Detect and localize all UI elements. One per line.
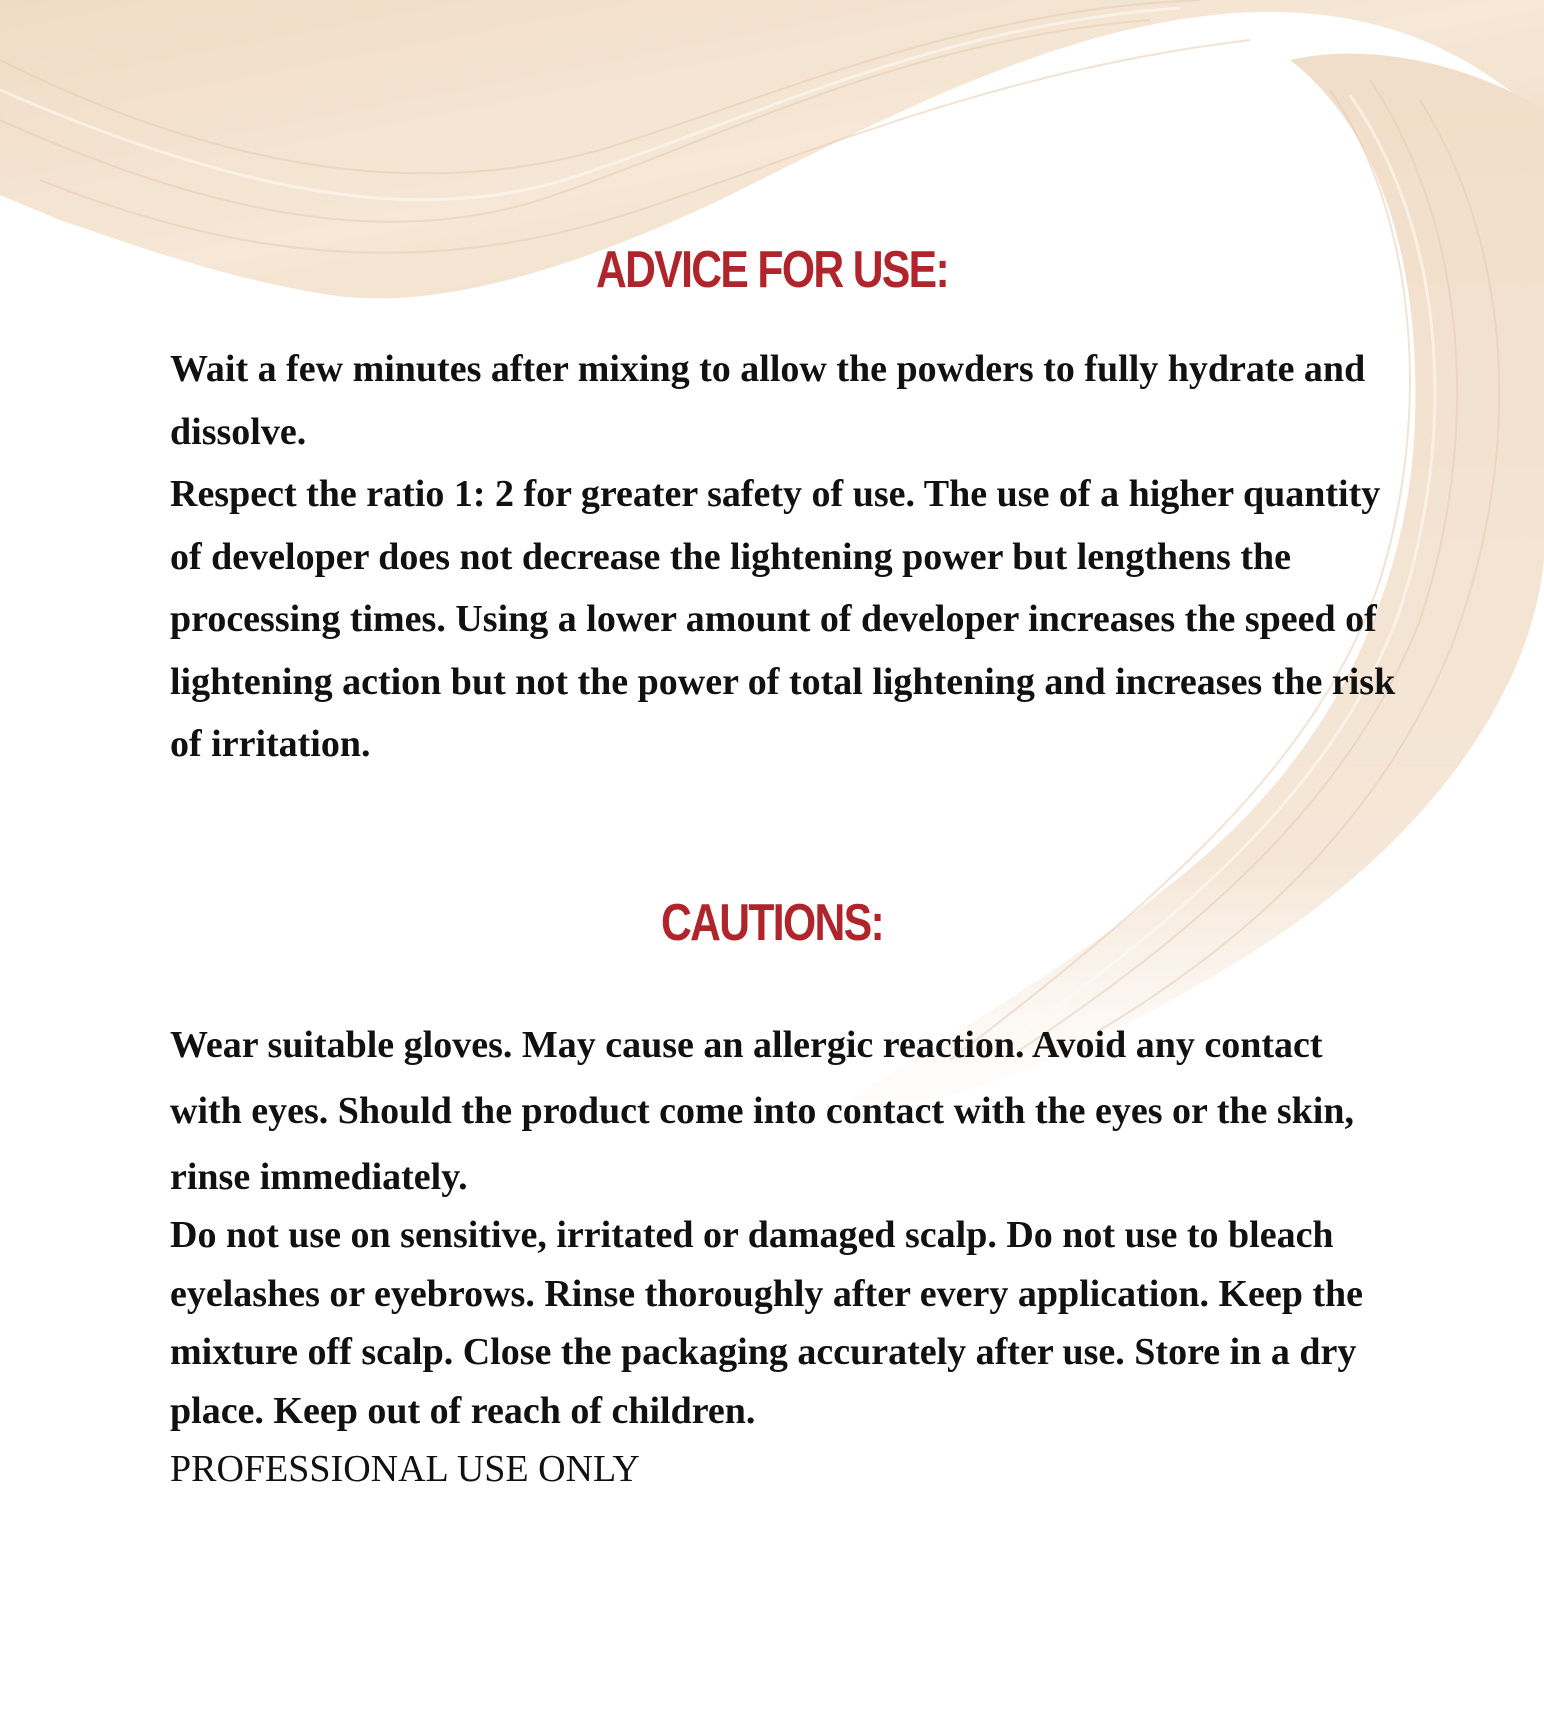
advice-for-use-heading: ADVICE FOR USE: [595,241,949,299]
cautions-paragraph-gloves: Wear suitable gloves. May cause an allergic reaction. Avoid any contact with eyes. Should the product come into contact with the eyes or the skin, rinse immediately. [170,1024,1354,1198]
cautions-heading: CAUTIONS: [660,894,884,952]
advice-paragraph-mixing: Wait a few minutes after mixing to allow the powders to fully hydrate and dissolve. [170,348,1366,453]
cautions-section [170,1012,1400,1499]
advice-paragraph-ratio: Respect the ratio 1: 2 for greater safety of use. The use of a higher quantity of developer does not decrease the lightening power but lengthens the processing times. Using a lower amount of developer increases the speed of lightening action but not the power of total lightening and increases the risk of irritation. [170,473,1396,765]
advice-for-use-section [170,338,1400,776]
cautions-paragraph-scalp: Do not use on sensitive, irritated or damaged scalp. Do not use to bleach eyelashes or eyebrows. Rinse thoroughly after every application. Keep the mixture off scalp. Close the packaging accurately after use. Store in a dry place. Keep out of reach of children. [170,1214,1364,1432]
professional-use-only-notice: PROFESSIONAL USE ONLY [170,1448,640,1490]
